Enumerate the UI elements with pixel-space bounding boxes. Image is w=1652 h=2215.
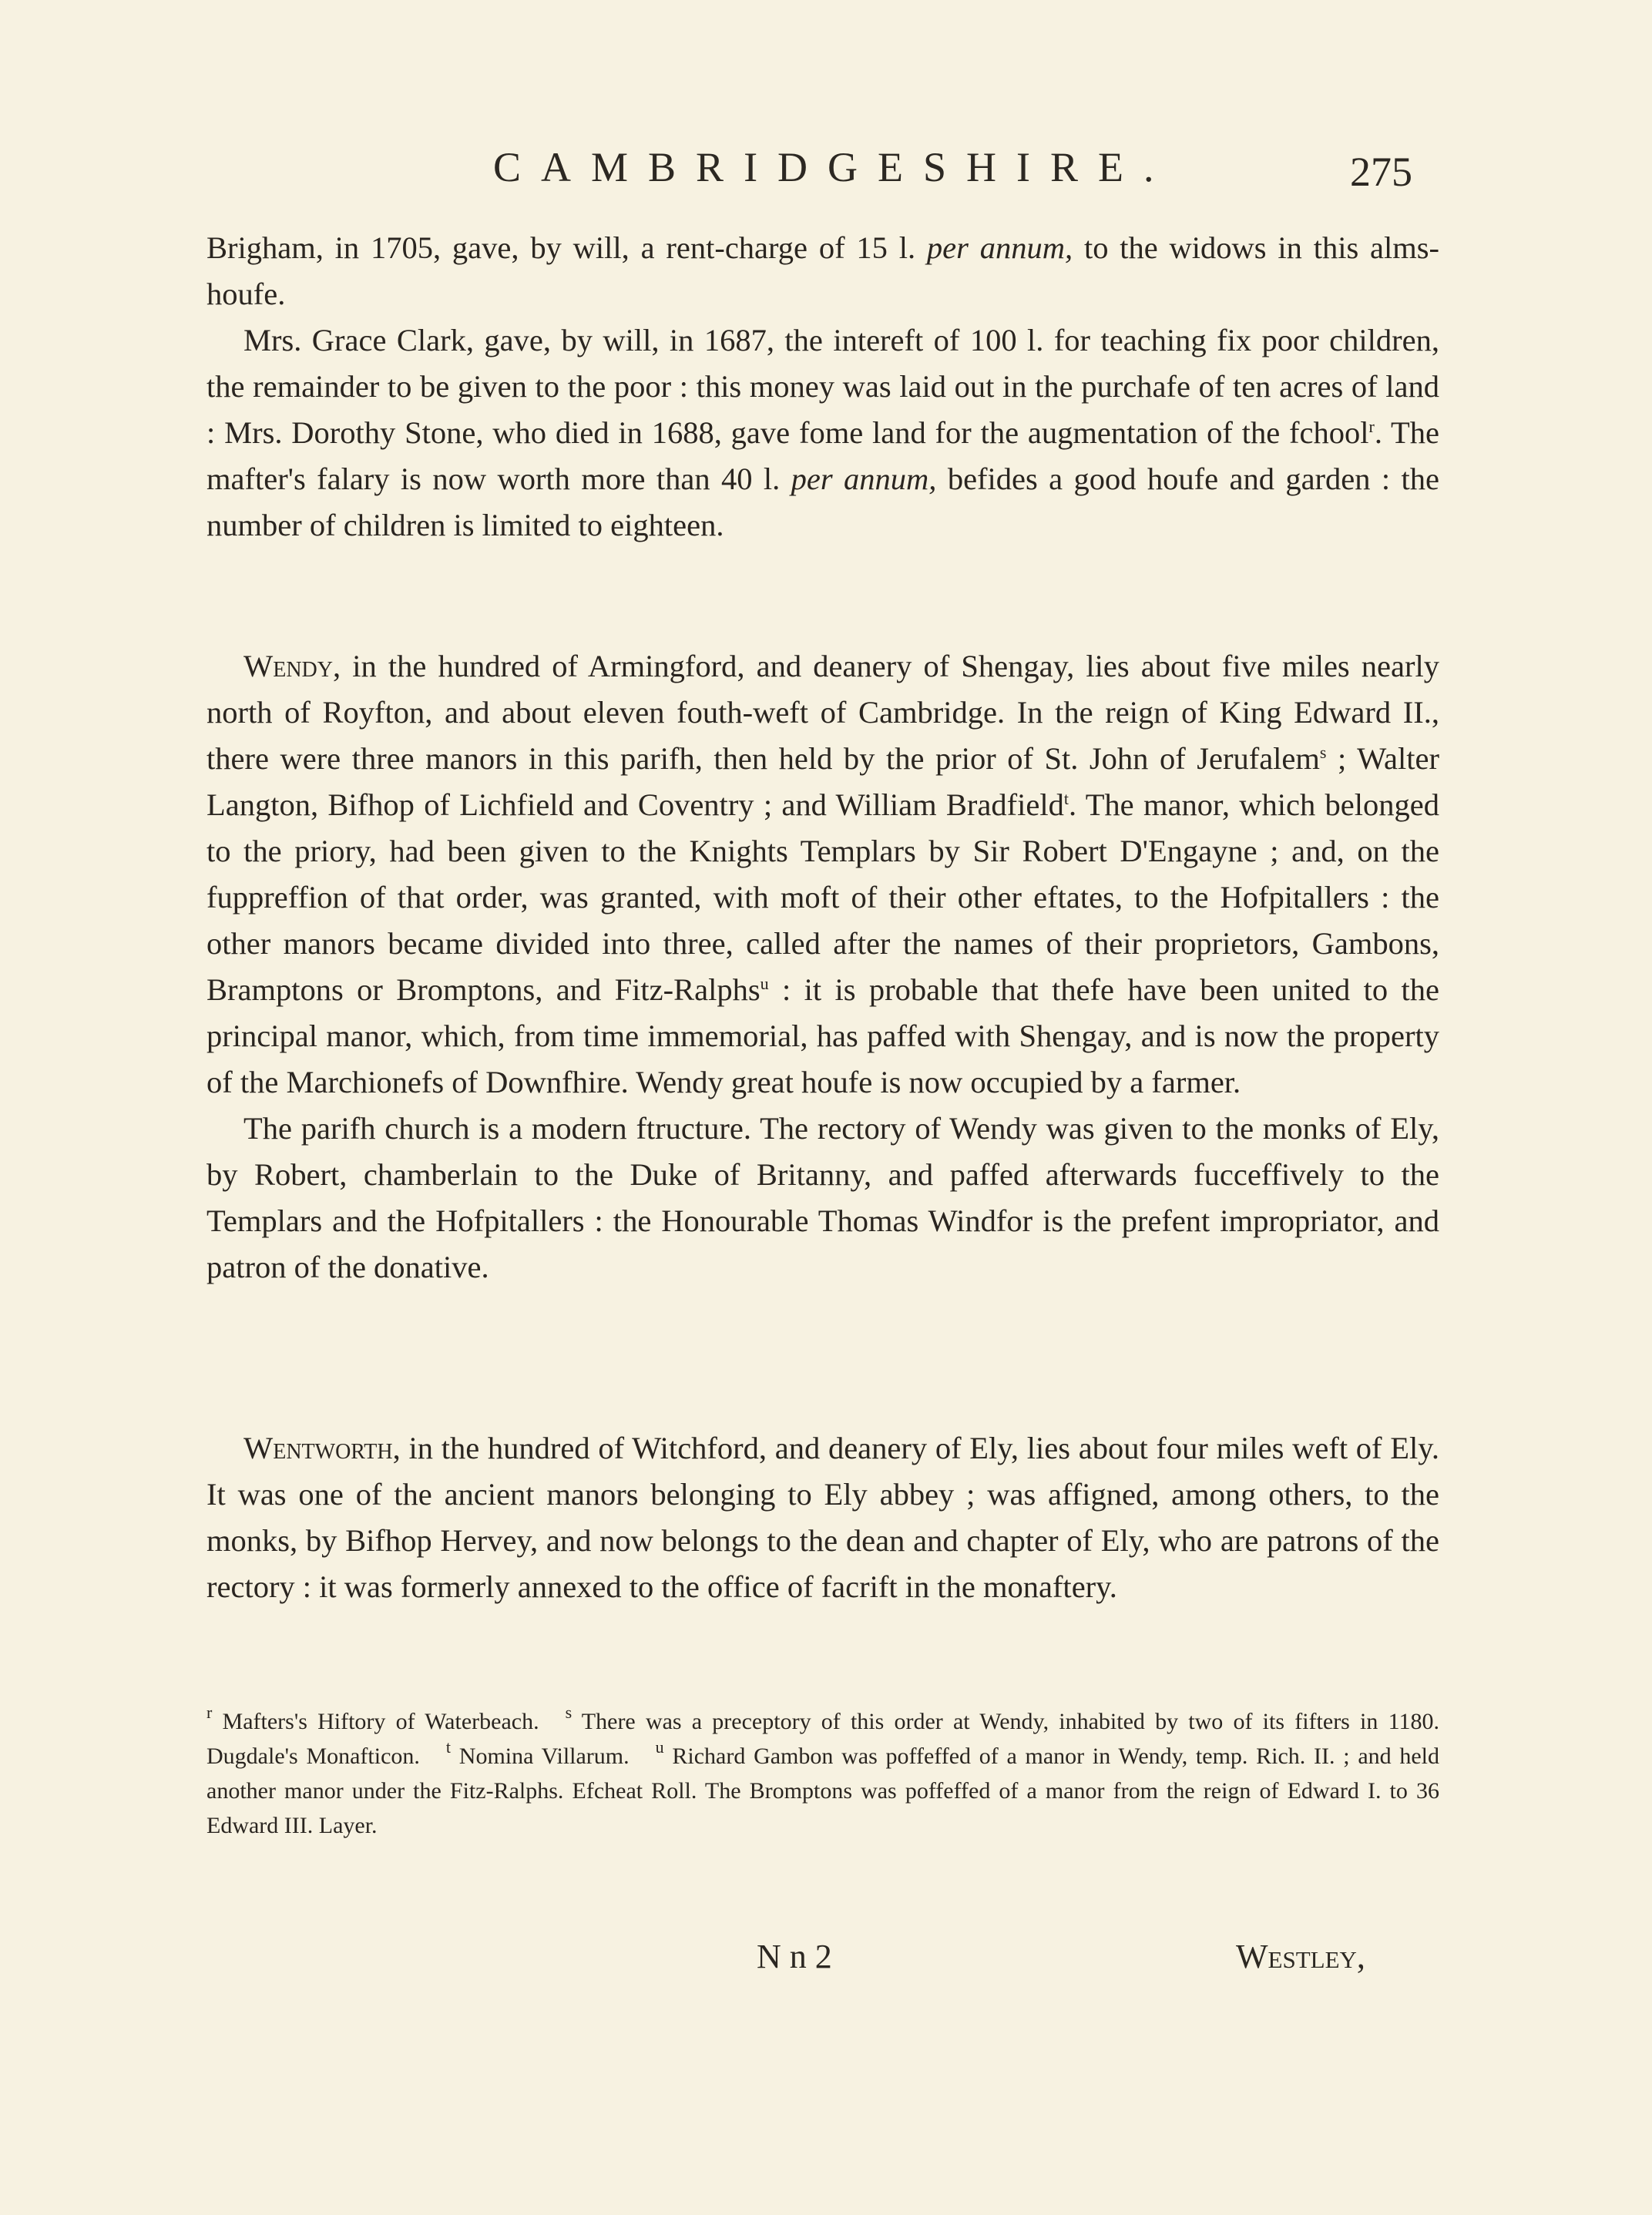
text-run: , in the hundred of Armingford, and deanery of Shengay, lies about five miles nearly north of Royfton, and about eleven fouth-weft of Cambridge. In the reign of King Edward II., there were three manors in this parifh, then held by the prior of St. John of Jerufalem (206, 649, 1439, 776)
running-title: CAMBRIDGESHIRE. (493, 144, 1174, 190)
footnote-text: Richard Gambon was poffeffed of a manor in Wendy, temp. Rich. II. ; and held another manor under the Fitz-Ralphs. Efcheat Roll. The Bromptons was poffeffed of a manor from the reign of Edward I. to 36 Edward III. Layer. (206, 1743, 1440, 1838)
footnote-text: There was a preceptory of this order at Wendy, inhabited by two of its fifters in 1180. Dugdale's Monafticon. (206, 1709, 1439, 1769)
footnote-text: Nomina Villarum. (458, 1743, 630, 1769)
footnote-mark: s (565, 1703, 572, 1722)
text-run: befides a good houfe and garden : the number of children is limited to eighteen. (206, 461, 1440, 542)
footnote-ref-t: t (1063, 789, 1069, 808)
text-run: to the widows in this alms-houfe. (206, 230, 1440, 311)
footnote-text: Mafters's Hiftory of Waterbeach. (222, 1709, 539, 1734)
footnote-ref-r: r (1368, 417, 1375, 436)
catchword: Westley, (1236, 1938, 1365, 1975)
text-run-italic: per annum, (791, 461, 937, 496)
text-run: ; Walter Langton, Bifhop of Lichfield and Coventry ; and William Bradfield (206, 741, 1439, 822)
footnote-mark: r (206, 1703, 213, 1722)
text-run: . The mafter's falary is now worth more than 40 l. (206, 415, 1439, 496)
text-run: . The manor, which belonged to the priory, had been given to the Knights Templars by Sir Robert D'Engayne ; and, on the fuppreffion of that order, was granted, with moft of their other eftates, to the Hofpitallers : the other manors became divided into three, called after the names of their proprietors, Gambons, Bramptons or Bromptons, and Fitz-Ralphs (206, 787, 1440, 1007)
footnote-ref-s: s (1319, 743, 1327, 762)
footnotes (206, 1704, 1439, 1843)
paragraph-brigham (206, 225, 1439, 317)
text-block-almshouse (206, 225, 1439, 549)
text-run: Mrs. Grace Clark, gave, by will, in 1687, the intereft of 100 l. for teaching fix poor children, the remainder to be given to the poor : this money was laid out in the purchafe of ten acres of land : Mrs. Dorothy Stone, who died in 1688, gave fome land for the augmentation of the fchool (206, 323, 1439, 450)
text-block-wentworth (206, 1425, 1439, 1610)
place-name-heading: Wentworth (243, 1431, 393, 1465)
text-run: Brigham, in 1705, gave, by will, a rent-charge of 15 l. (206, 230, 916, 265)
paragraph-wendy-church: The parifh church is a modern ftructure. The rectory of Wendy was given to the monks of Ely, by Robert, chamberlain to the Duke of Britanny, and paffed afterwards fucceffively to the Templars and the Hofpitallers : the Honourable Thomas Windfor is the prefent impropriator, and patron of the donative. (206, 1111, 1439, 1284)
footnote-r (206, 1703, 539, 1734)
page-number: 275 (1350, 149, 1412, 195)
paragraph-wentworth (206, 1425, 1439, 1610)
footnote-mark: t (445, 1737, 452, 1757)
footnote-t (445, 1737, 630, 1769)
text-run: : it is probable that thefe have been united to the principal manor, which, from time immemorial, has paffed with Shengay, and is now the property of the Marchionefs of Downfhire. Wendy great houfe is now occupied by a farmer. (206, 972, 1440, 1099)
text-block-wendy (206, 643, 1439, 1290)
footnote-mark: u (655, 1737, 664, 1757)
footnote-ref-u: u (760, 974, 769, 993)
signature-mark: N n 2 (757, 1938, 832, 1975)
paragraph-wendy (206, 643, 1439, 1106)
text-run-italic: per annum, (926, 230, 1073, 265)
place-name-heading: Wendy (243, 649, 333, 683)
text-run: , in the hundred of Witchford, and deanery of Ely, lies about four miles weft of Ely. It was one of the ancient manors belonging to Ely abbey ; was affigned, among others, to the monks, by Bifhop Hervey, and now belongs to the dean and chapter of Ely, who are patrons of the rectory : it was formerly annexed to the office of facrift in the monaftery. (206, 1431, 1439, 1604)
paragraph-grace-clark (206, 317, 1439, 549)
